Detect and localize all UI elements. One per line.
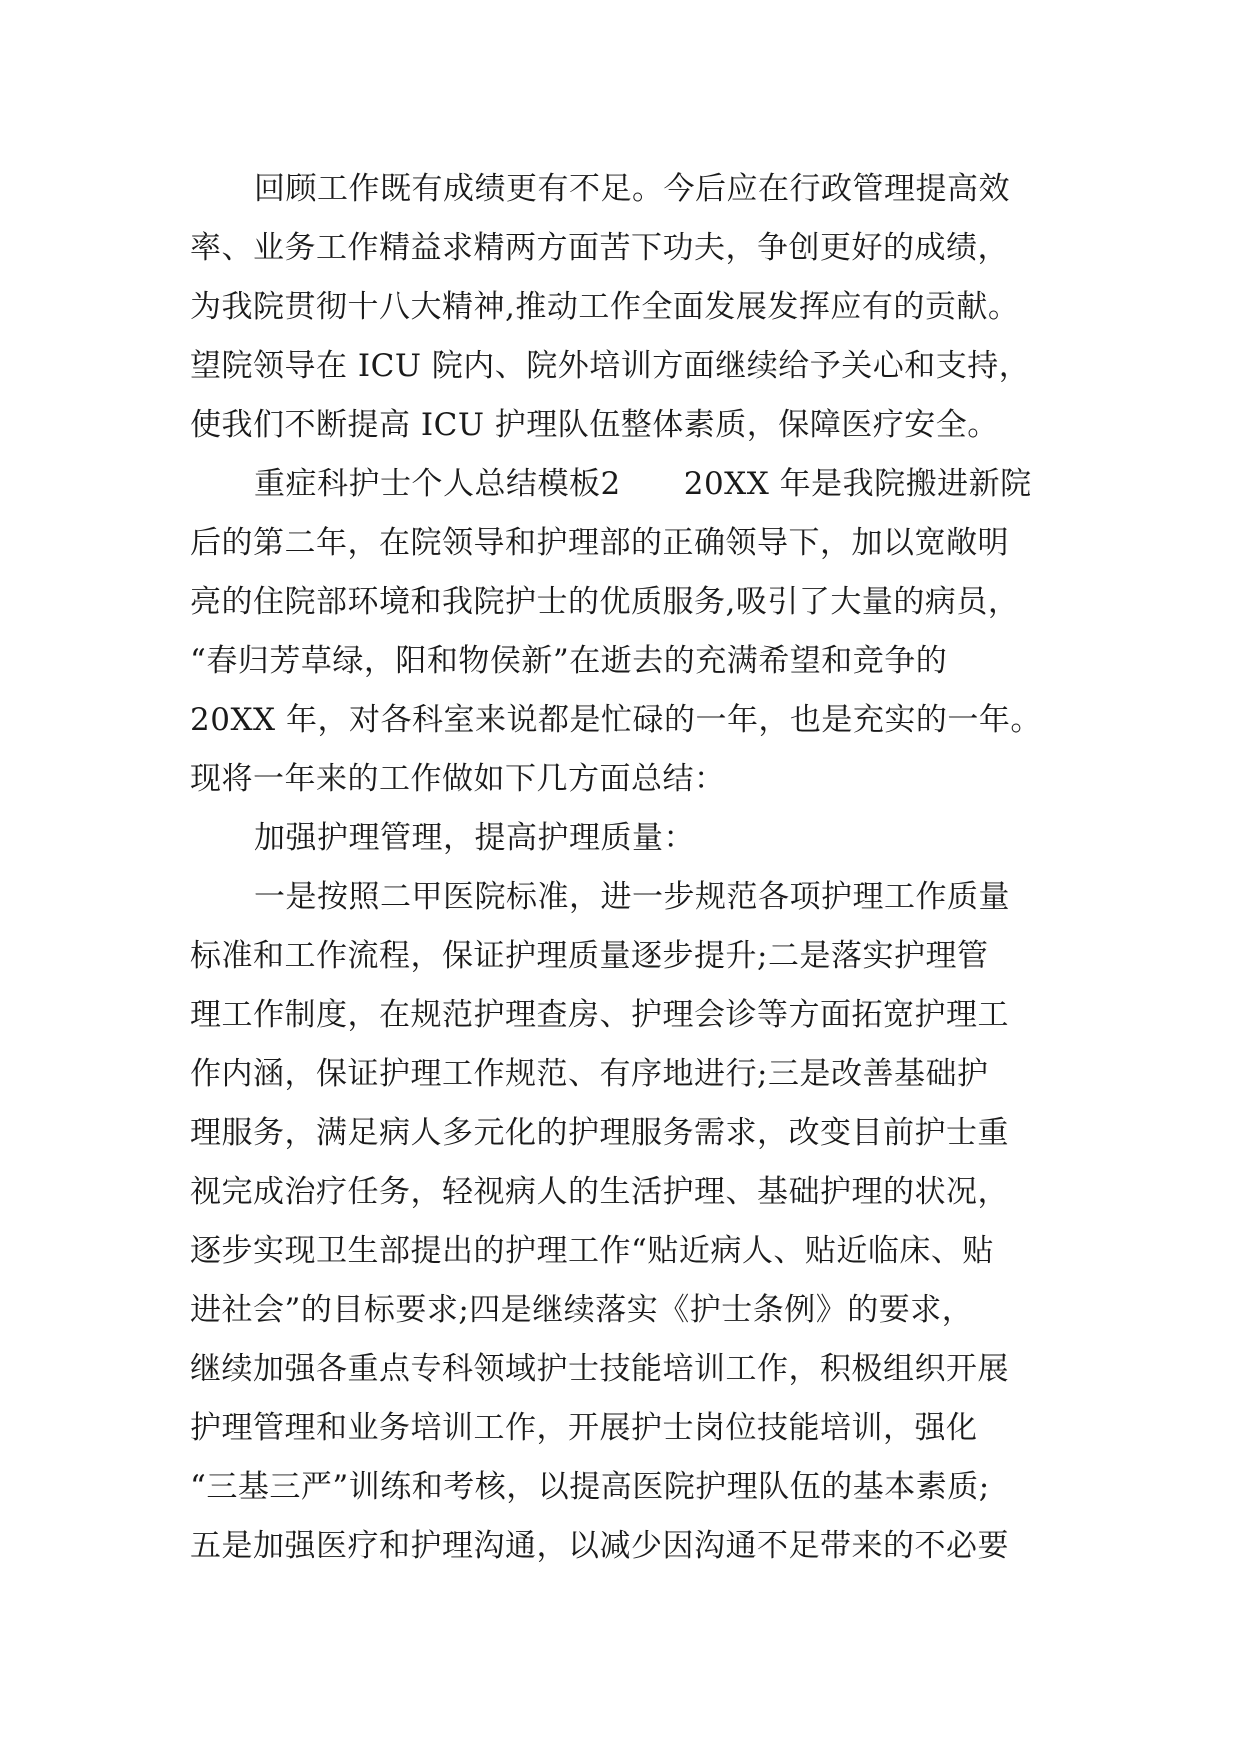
text-line: 现将一年来的工作做如下几方面总结： [190,761,726,797]
text-line: “三基三严”训练和考核，以提高医院护理队伍的基本素质; [190,1469,990,1505]
text-line: 为我院贯彻十八大精神,推动工作全面发展发挥应有的贡献。 [190,289,1020,325]
text-line: 加强护理管理，提高护理质量： [254,820,695,856]
text-line: 逐步实现卫生部提出的护理工作“贴近病人、贴近临床、贴 [190,1233,994,1269]
text-line: 护理管理和业务培训工作，开展护士岗位技能培训，强化 [190,1410,978,1446]
text-line: 率、业务工作精益求精两方面苦下功夫，争创更好的成绩， [190,230,1009,266]
document-body [190,160,1090,1576]
text-line: 后的第二年，在院领导和护理部的正确领导下，加以宽敞明 [190,525,1009,561]
text-line: 理工作制度，在规范护理查房、护理会诊等方面拓宽护理工 [190,997,1009,1033]
text-line: 重症科护士个人总结模板2 20XX 年是我院搬进新院 [254,466,1032,502]
text-line: 一是按照二甲医院标准，进一步规范各项护理工作质量 [254,879,1010,915]
text-line: 进社会”的目标要求;四是继续落实《护士条例》的要求， [190,1292,974,1328]
text-line: 标准和工作流程，保证护理质量逐步提升;二是落实护理管 [190,938,989,974]
text-line: 亮的住院部环境和我院护士的优质服务,吸引了大量的病员， [190,584,1020,620]
text-line: 回顾工作既有成绩更有不足。今后应在行政管理提高效 [254,171,1010,207]
text-line: 视完成治疗任务，轻视病人的生活护理、基础护理的状况， [190,1174,1009,1210]
text-line: 望院领导在 ICU 院内、院外培训方面继续给予关心和支持， [190,348,1031,384]
text-line: “春归芳草绿，阳和物侯新”在逝去的充满希望和竞争的 [190,643,948,679]
text-line: 继续加强各重点专科领域护士技能培训工作，积极组织开展 [190,1351,1009,1387]
text-line: 作内涵，保证护理工作规范、有序地进行;三是改善基础护 [190,1056,989,1092]
text-line: 20XX 年，对各科室来说都是忙碌的一年，也是充实的一年。 [190,702,1042,738]
text-line: 五是加强医疗和护理沟通，以减少因沟通不足带来的不必要 [190,1528,1009,1564]
text-line: 使我们不断提高 ICU 护理队伍整体素质，保障医疗安全。 [190,407,999,443]
text-line: 理服务，满足病人多元化的护理服务需求，改变目前护士重 [190,1115,1009,1151]
